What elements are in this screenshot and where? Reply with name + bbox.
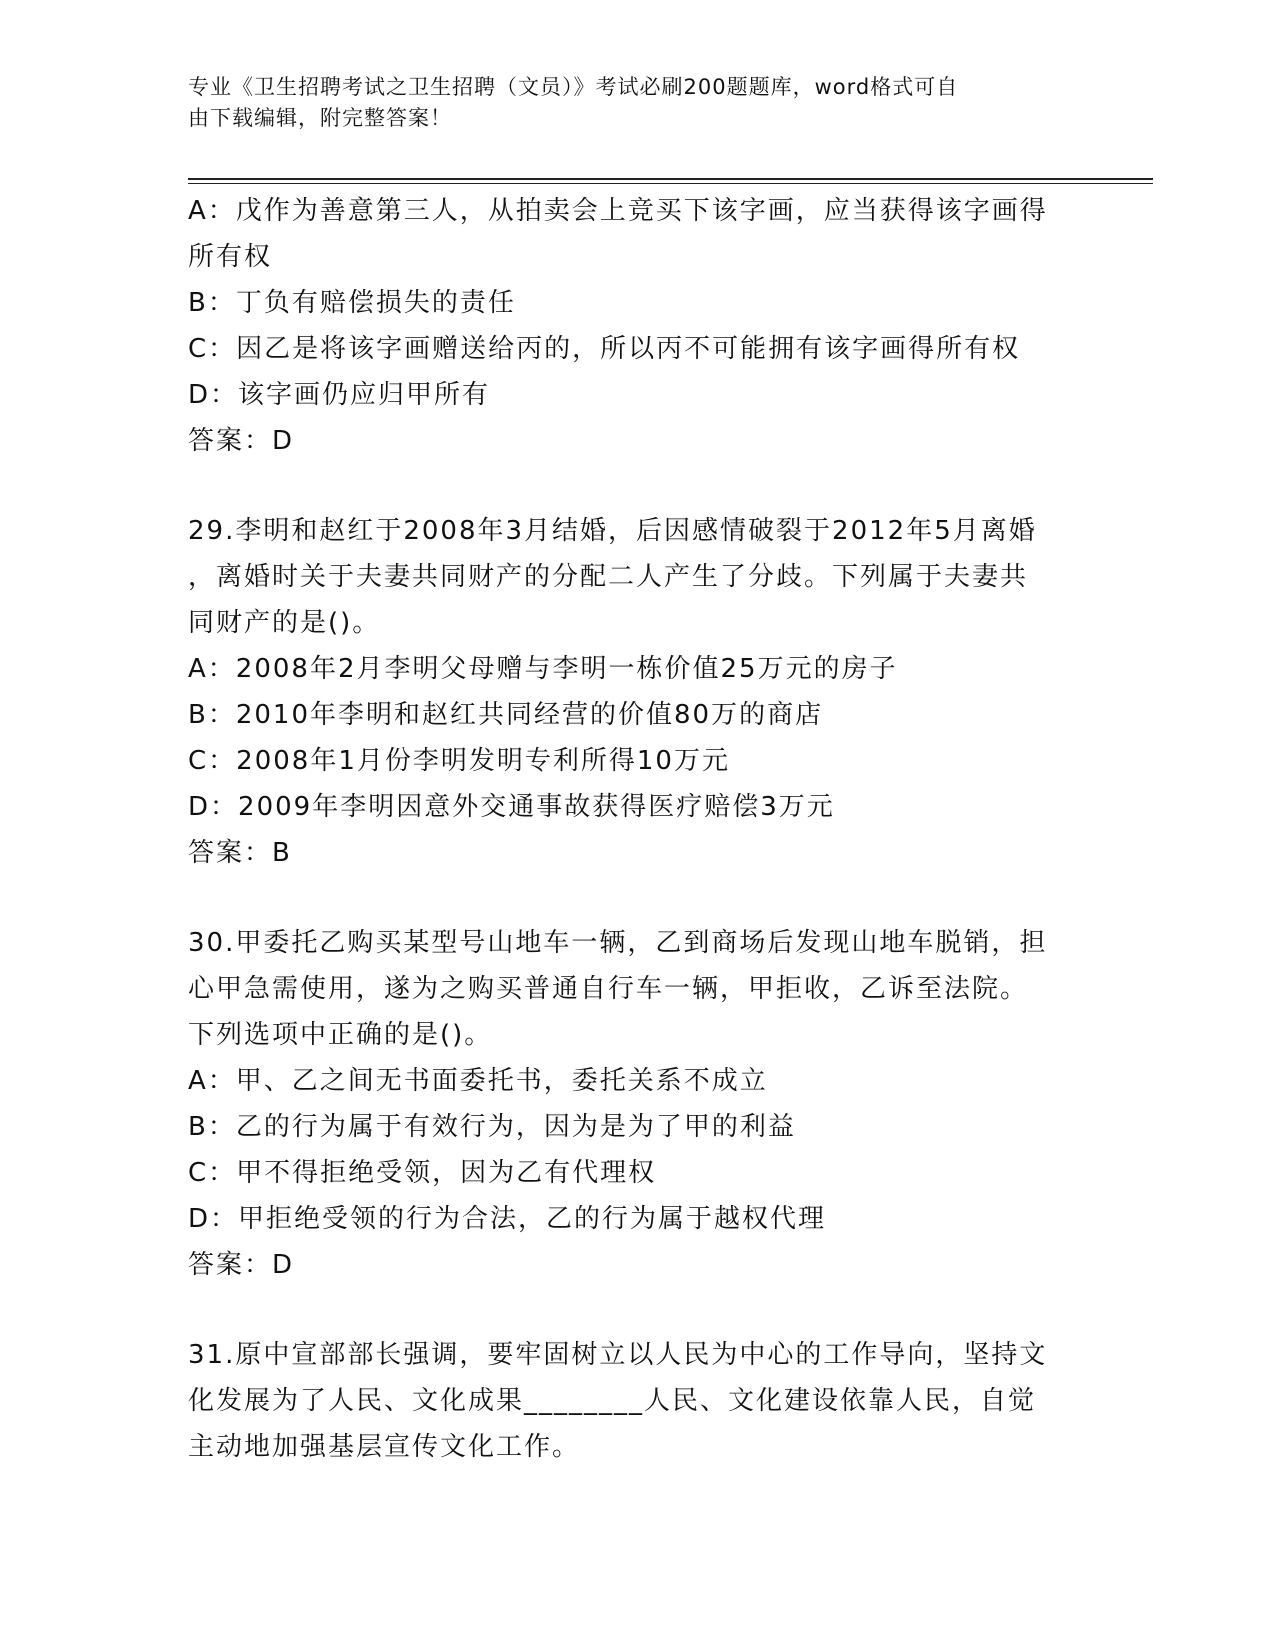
q31-stem-line-3: 主动地加强基层宣传文化工作。: [188, 1432, 581, 1462]
q31-stem-line-1: 31.原中宣部部长强调，要牢固树立以人民为中心的工作导向，坚持文: [188, 1340, 1048, 1370]
q29-option-c: C：2008年1月份李明发明专利所得10万元: [188, 746, 730, 776]
q30-answer: 答案：D: [188, 1250, 295, 1280]
q30-stem-line-1: 30.甲委托乙购买某型号山地车一辆，乙到商场后发现山地车脱销，担: [188, 928, 1048, 958]
q29-option-d: D：2009年李明因意外交通事故获得医疗赔偿3万元: [188, 792, 835, 822]
q28-answer: 答案：D: [188, 426, 295, 456]
header-line-2: 由下载编辑，附完整答案！: [188, 106, 452, 130]
q31-stem-line-2: 化发展为了人民、文化成果________人民、文化建设依靠人民，自觉: [188, 1386, 1037, 1416]
q28-option-b: B：丁负有赔偿损失的责任: [188, 288, 516, 318]
q30-option-c: C：甲不得拒绝受领，因为乙有代理权: [188, 1158, 657, 1188]
q29-answer: 答案：B: [188, 838, 292, 868]
header-line-1: 专业《卫生招聘考试之卫生招聘（文员）》考试必刷200题题库，word格式可自: [188, 75, 959, 99]
q29-option-b: B：2010年李明和赵红共同经营的价值80万的商店: [188, 700, 824, 730]
q28-option-c: C：因乙是将该字画赠送给丙的，所以丙不可能拥有该字画得所有权: [188, 334, 1021, 364]
q30-stem-line-2: 心甲急需使用，遂为之购买普通自行车一辆，甲拒收，乙诉至法院。: [188, 974, 1029, 1004]
q30-option-b: B：乙的行为属于有效行为，因为是为了甲的利益: [188, 1112, 796, 1142]
q29-stem-line-2: ，离婚时关于夫妻共同财产的分配二人产生了分歧。下列属于夫妻共: [188, 562, 1029, 592]
q29-stem-line-3: 同财产的是()。: [188, 608, 381, 638]
q28-option-a-line-1: A：戊作为善意第三人，从拍卖会上竞买下该字画，应当获得该字画得: [188, 196, 1048, 226]
question-content: [188, 188, 1088, 1470]
q29-option-a: A：2008年2月李明父母赠与李明一栋价值25万元的房子: [188, 654, 898, 684]
q29-stem-line-1: 29.李明和赵红于2008年3月结婚，后因感情破裂于2012年5月离婚: [188, 516, 1037, 546]
q28-option-a-line-2: 所有权: [188, 242, 273, 272]
page-header: [188, 72, 1068, 134]
header-rule-thin: [188, 183, 1153, 184]
question-29: [188, 508, 1088, 876]
q30-stem-line-3: 下列选项中正确的是()。: [188, 1020, 493, 1050]
question-31: [188, 1332, 1088, 1470]
question-28: [188, 188, 1088, 464]
q30-option-d: D：甲拒绝受领的行为合法，乙的行为属于越权代理: [188, 1204, 827, 1234]
question-30: [188, 920, 1088, 1288]
q30-option-a: A：甲、乙之间无书面委托书，委托关系不成立: [188, 1066, 768, 1096]
q28-option-d: D：该字画仍应归甲所有: [188, 380, 491, 410]
header-rule-thick: [188, 178, 1153, 180]
